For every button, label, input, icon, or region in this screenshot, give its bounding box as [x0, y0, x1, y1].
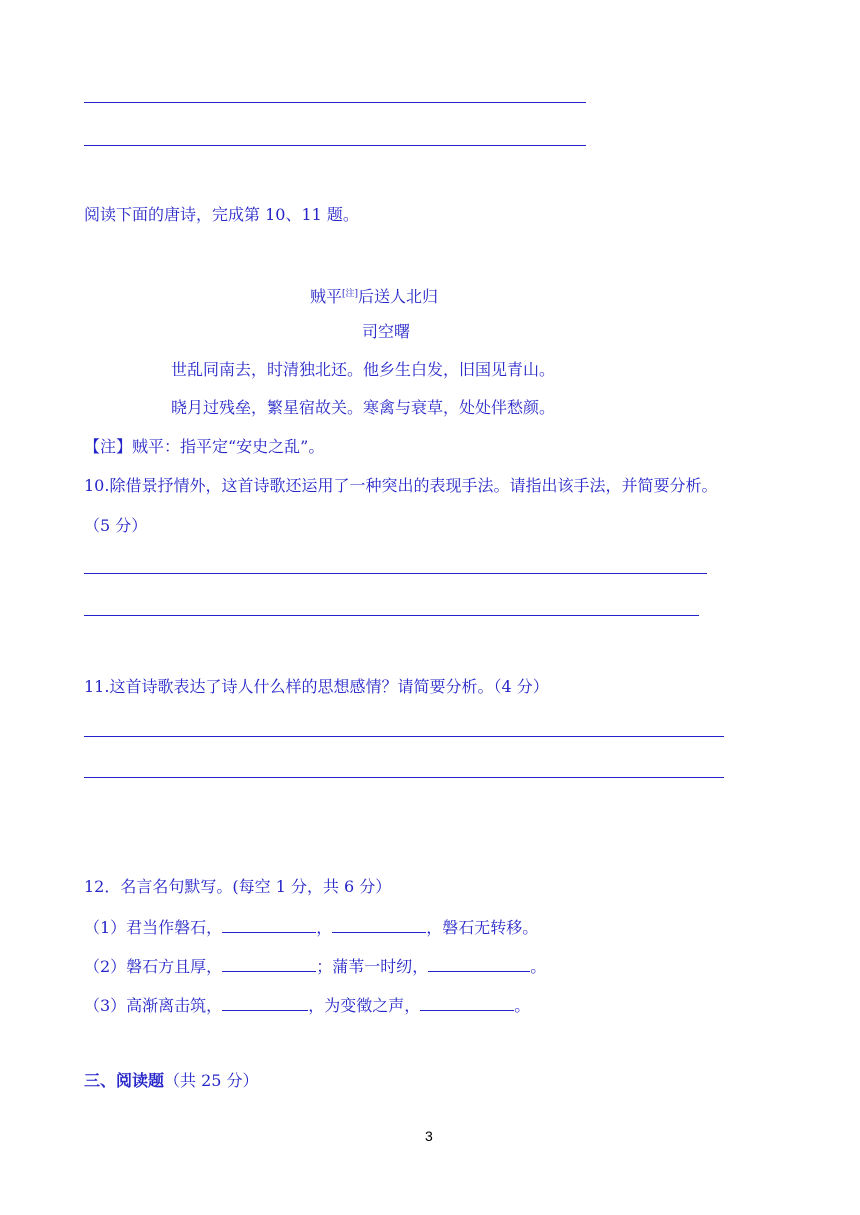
answer-line [84, 615, 699, 616]
fill-blank[interactable] [428, 955, 530, 972]
section-heading [84, 1071, 259, 1091]
poem-title-rest: 后送人北归 [358, 287, 439, 306]
fill-blank[interactable] [420, 994, 514, 1011]
reading-instruction: 阅读下面的唐诗，完成第 10、11 题。 [84, 205, 359, 224]
poem-title [310, 284, 438, 307]
answer-line [84, 145, 586, 146]
recitation-item-1: （1）君当作磐石， ， ，磐石无转移。 [84, 918, 539, 937]
poem-line-2: 晓月过残垒，繁星宿故关。寒禽与衰草，处处伴愁颜。 [171, 398, 556, 417]
recitation-item-2: （2）磐石方且厚， ；蒲苇一时纫， 。 [84, 957, 547, 976]
answer-line [84, 102, 586, 103]
section-score: （共 25 分） [164, 1071, 259, 1090]
poem-author: 司空曙 [362, 322, 411, 341]
answer-line [84, 573, 707, 574]
fill-blank[interactable] [222, 916, 316, 933]
fill-blank[interactable] [332, 916, 426, 933]
poem-title-main: 贼平 [310, 287, 343, 306]
fill-blank[interactable] [222, 955, 316, 972]
page-number: 3 [425, 1128, 433, 1144]
recitation-item-3: （3）高渐离击筑， ，为变徵之声， 。 [84, 996, 531, 1015]
answer-line [84, 736, 724, 737]
question-10-score: （5 分） [84, 516, 148, 535]
poem-title-note-marker: [注] [342, 289, 359, 299]
question-10: 10.除借景抒情外，这首诗歌还运用了一种突出的表现手法。请指出该手法，并简要分析。 [84, 476, 718, 495]
question-11: 11.这首诗歌表达了诗人什么样的思想感情？请简要分析。（4 分） [84, 677, 549, 696]
answer-line [84, 777, 724, 778]
section-title: 三、阅读题 [84, 1071, 165, 1090]
question-12: 12．名言名句默写。(每空 1 分，共 6 分） [84, 877, 392, 896]
fill-blank[interactable] [222, 994, 308, 1011]
poem-note: 【注】贼平：指平定“安史之乱”。 [84, 437, 325, 456]
poem-line-1: 世乱同南去，时清独北还。他乡生白发，旧国见青山。 [171, 360, 556, 379]
